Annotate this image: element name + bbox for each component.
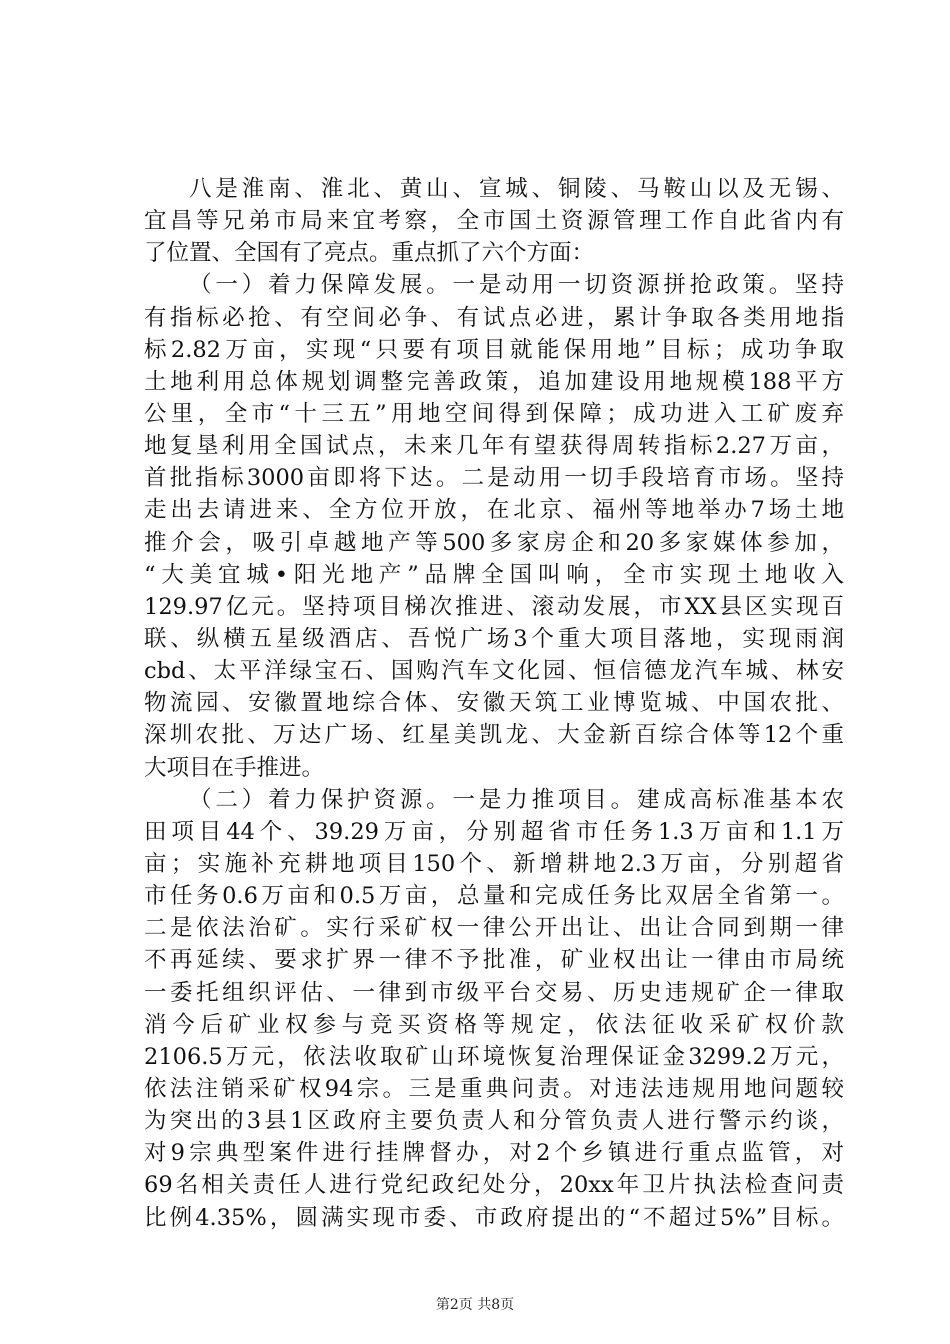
text-line: 为突出的3县1区政府主要负责人和分管负责人进行警示约谈，	[144, 1108, 844, 1135]
text-line: 亩；实施补充耕地项目150个、新增耕地2.3万亩，分别超省	[144, 850, 844, 877]
text-line: 对9宗典型案件进行挂牌督办，对2个乡镇进行重点监管，对	[144, 1140, 844, 1167]
text-line: 比例4.35%，圆满实现市委、市政府提出的“不超过5%”目标。	[144, 1204, 844, 1231]
text-line: 不再延续、要求扩界一律不予批准，矿业权出让一律由市局统	[144, 947, 844, 974]
text-line: （二）着力保护资源。一是力推项目。建成高标准基本农	[189, 786, 844, 813]
text-line: 联、纵横五星级酒店、吾悦广场3个重大项目落地，实现雨润	[144, 625, 844, 652]
text-line: 69名相关责任人进行党纪政纪处分，20xx年卫片执法检查问责	[144, 1172, 844, 1199]
text-line: 宜昌等兄弟市局来宜考察，全市国土资源管理工作自此省内有	[144, 208, 844, 235]
text-line: 129.97亿元。坚持项目梯次推进、滚动发展，市XX县区实现百	[144, 593, 844, 620]
document-body	[144, 173, 844, 1234]
text-line: 有指标必抢、有空间必争、有试点必进，累计争取各类用地指	[144, 304, 844, 331]
text-line: 物流园、安徽置地综合体、安徽天筑工业博览城、中国农批、	[144, 690, 844, 717]
text-line: 推介会，吸引卓越地产等500多家房企和20多家媒体参加，	[144, 529, 844, 556]
text-line: 公里，全市“十三五”用地空间得到保障；成功进入工矿废弃	[144, 400, 844, 427]
page-footer: 第2页 共8页	[435, 1297, 515, 1313]
text-line: 消今后矿业权参与竞买资格等规定，依法征收采矿权价款	[144, 1011, 844, 1038]
text-line: 标2.82万亩，实现“只要有项目就能保用地”目标；成功争取	[144, 336, 844, 363]
text-line: 深圳农批、万达广场、红星美凯龙、大金新百综合体等12个重	[144, 722, 844, 749]
text-line: 一委托组织评估、一律到市级平台交易、历史违规矿企一律取	[144, 979, 844, 1006]
text-line: 大项目在手推进。	[144, 754, 325, 781]
text-line: 地复垦利用全国试点，未来几年有望获得周转指标2.27万亩，	[144, 433, 844, 460]
text-line: 土地利用总体规划调整完善政策，追加建设用地规模188平方	[144, 368, 844, 395]
text-line: 田项目44个、39.29万亩，分别超省市任务1.3万亩和1.1万	[144, 818, 844, 845]
text-line: 二是依法治矿。实行采矿权一律公开出让、出让合同到期一律	[144, 915, 844, 942]
text-line: 首批指标3000亩即将下达。二是动用一切手段培育市场。坚持	[144, 465, 844, 492]
text-line: 2106.5万元，依法收取矿山环境恢复治理保证金3299.2万元，	[144, 1043, 844, 1070]
text-line: 市任务0.6万亩和0.5万亩，总量和完成任务比双居全省第一。	[144, 883, 844, 910]
text-line: 依法注销采矿权94宗。三是重典问责。对违法违规用地问题较	[144, 1075, 844, 1102]
text-line: 了位置、全国有了亮点。重点抓了六个方面：	[144, 240, 595, 267]
text-line: 走出去请进来、全方位开放，在北京、福州等地举办7场土地	[144, 497, 844, 524]
text-line: （一）着力保障发展。一是动用一切资源拼抢政策。坚持	[189, 272, 844, 299]
text-line: “大美宜城•阳光地产”品牌全国叫响，全市实现土地收入	[144, 561, 844, 588]
text-line: 八是淮南、淮北、黄山、宣城、铜陵、马鞍山以及无锡、	[189, 176, 844, 202]
text-line: cbd、太平洋绿宝石、国购汽车文化园、恒信德龙汽车城、林安	[144, 658, 844, 685]
